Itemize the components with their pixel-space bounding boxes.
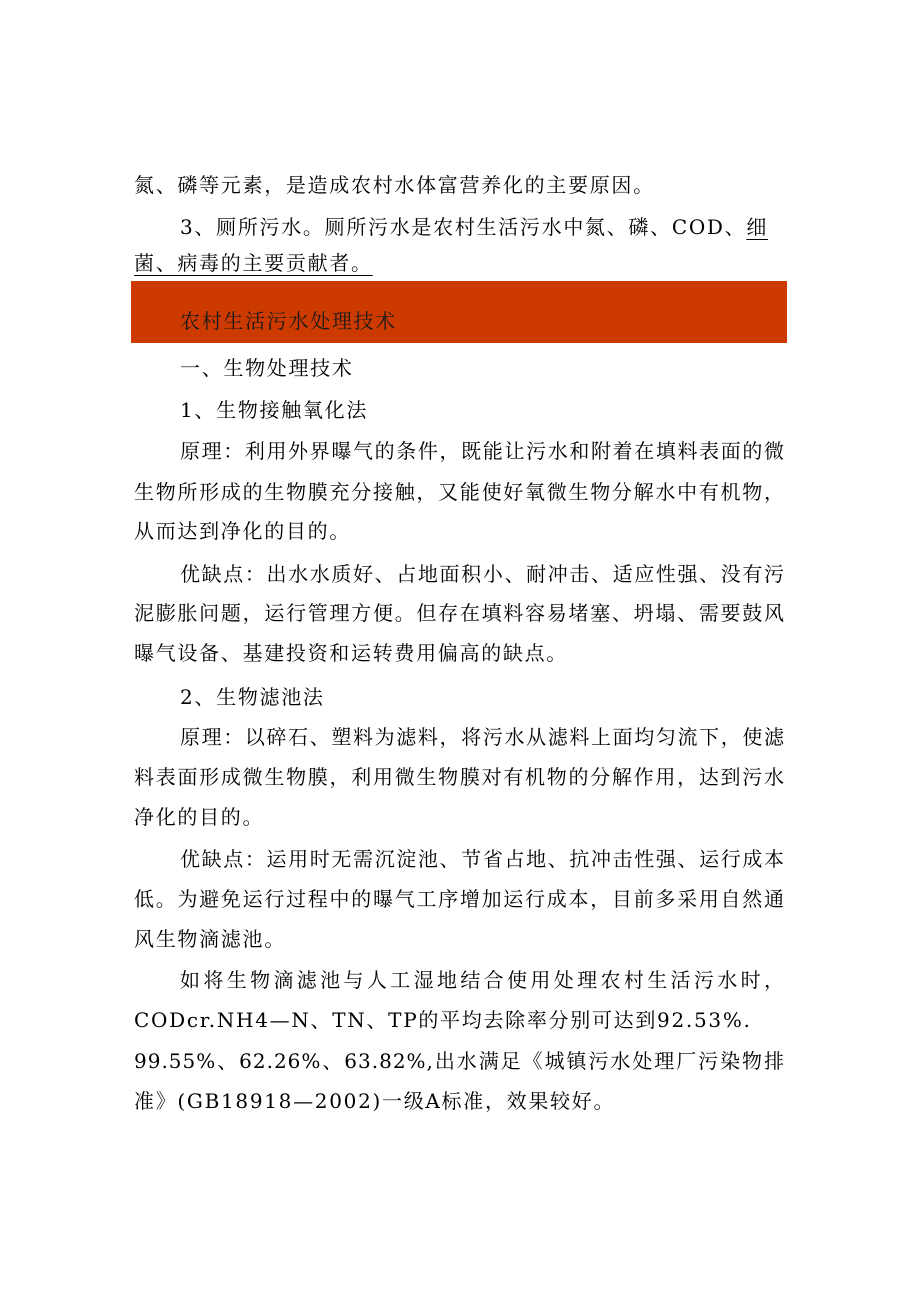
paragraph-line: 曝气设备、基建投资和运转费用偏高的缺点。: [134, 641, 568, 665]
method-heading: 2、生物滤池法: [180, 685, 325, 709]
paragraph-line: 风生物滴滤池。: [134, 927, 286, 951]
paragraph-line: 99.55%、62.26%、63.82%,出水满足《城镇污水处理厂污染物排: [134, 1049, 785, 1073]
paragraph-line: 净化的目的。: [134, 805, 265, 829]
paragraph-line: 氮、磷等元素，是造成农村水体富营养化的主要原因。: [134, 173, 655, 197]
paragraph-line: 泥膨胀问题，运行管理方便。但存在填料容易堵塞、坍塌、需要鼓风: [134, 601, 785, 625]
section-heading: 一、生物处理技术: [180, 356, 354, 380]
paragraph-line: 低。为避免运行过程中的曝气工序增加运行成本，目前多采用自然通: [134, 887, 785, 911]
paragraph-line: 原理：以碎石、塑料为滤料，将污水从滤料上面均匀流下，使滤: [180, 725, 785, 749]
paragraph-line: 生物所形成的生物膜充分接触，又能使好氧微生物分解水中有机物，: [134, 480, 785, 504]
paragraph-line: 料表面形成微生物膜，利用微生物膜对有机物的分解作用，达到污水: [134, 765, 785, 789]
paragraph-text: 3、厕所污水。厕所污水是农村生活污水中氮、磷、COD、: [180, 215, 747, 239]
paragraph-line: 从而达到净化的目的。: [134, 519, 351, 543]
toilet-sewage-item: [180, 207, 768, 247]
paragraph-line: 优缺点：出水水质好、占地面积小、耐冲击、适应性强、没有污: [180, 562, 785, 586]
paragraph-line: 优缺点：运用时无需沉淀池、节省占地、抗冲击性强、运行成本: [180, 847, 785, 871]
underlined-text: 菌、病毒的主要贡献者。: [134, 251, 373, 275]
section-banner-title: 农村生活污水处理技术: [180, 309, 397, 333]
section-banner: [131, 281, 787, 343]
toilet-sewage-item-continued: [134, 243, 373, 283]
method-heading: 1、生物接触氧化法: [180, 398, 369, 422]
underlined-text: 细: [746, 215, 769, 239]
paragraph-line: 准》(GB18918—2002)一级A标准，效果较好。: [134, 1089, 616, 1113]
paragraph-line: CODcr.NH4—N、TN、TP的平均去除率分别可达到92.53%.: [134, 1008, 752, 1032]
paragraph-line: 如将生物滴滤池与人工湿地结合使用处理农村生活污水时，: [180, 968, 785, 992]
paragraph-line: 原理：利用外界曝气的条件，既能让污水和附着在填料表面的微: [180, 439, 785, 463]
